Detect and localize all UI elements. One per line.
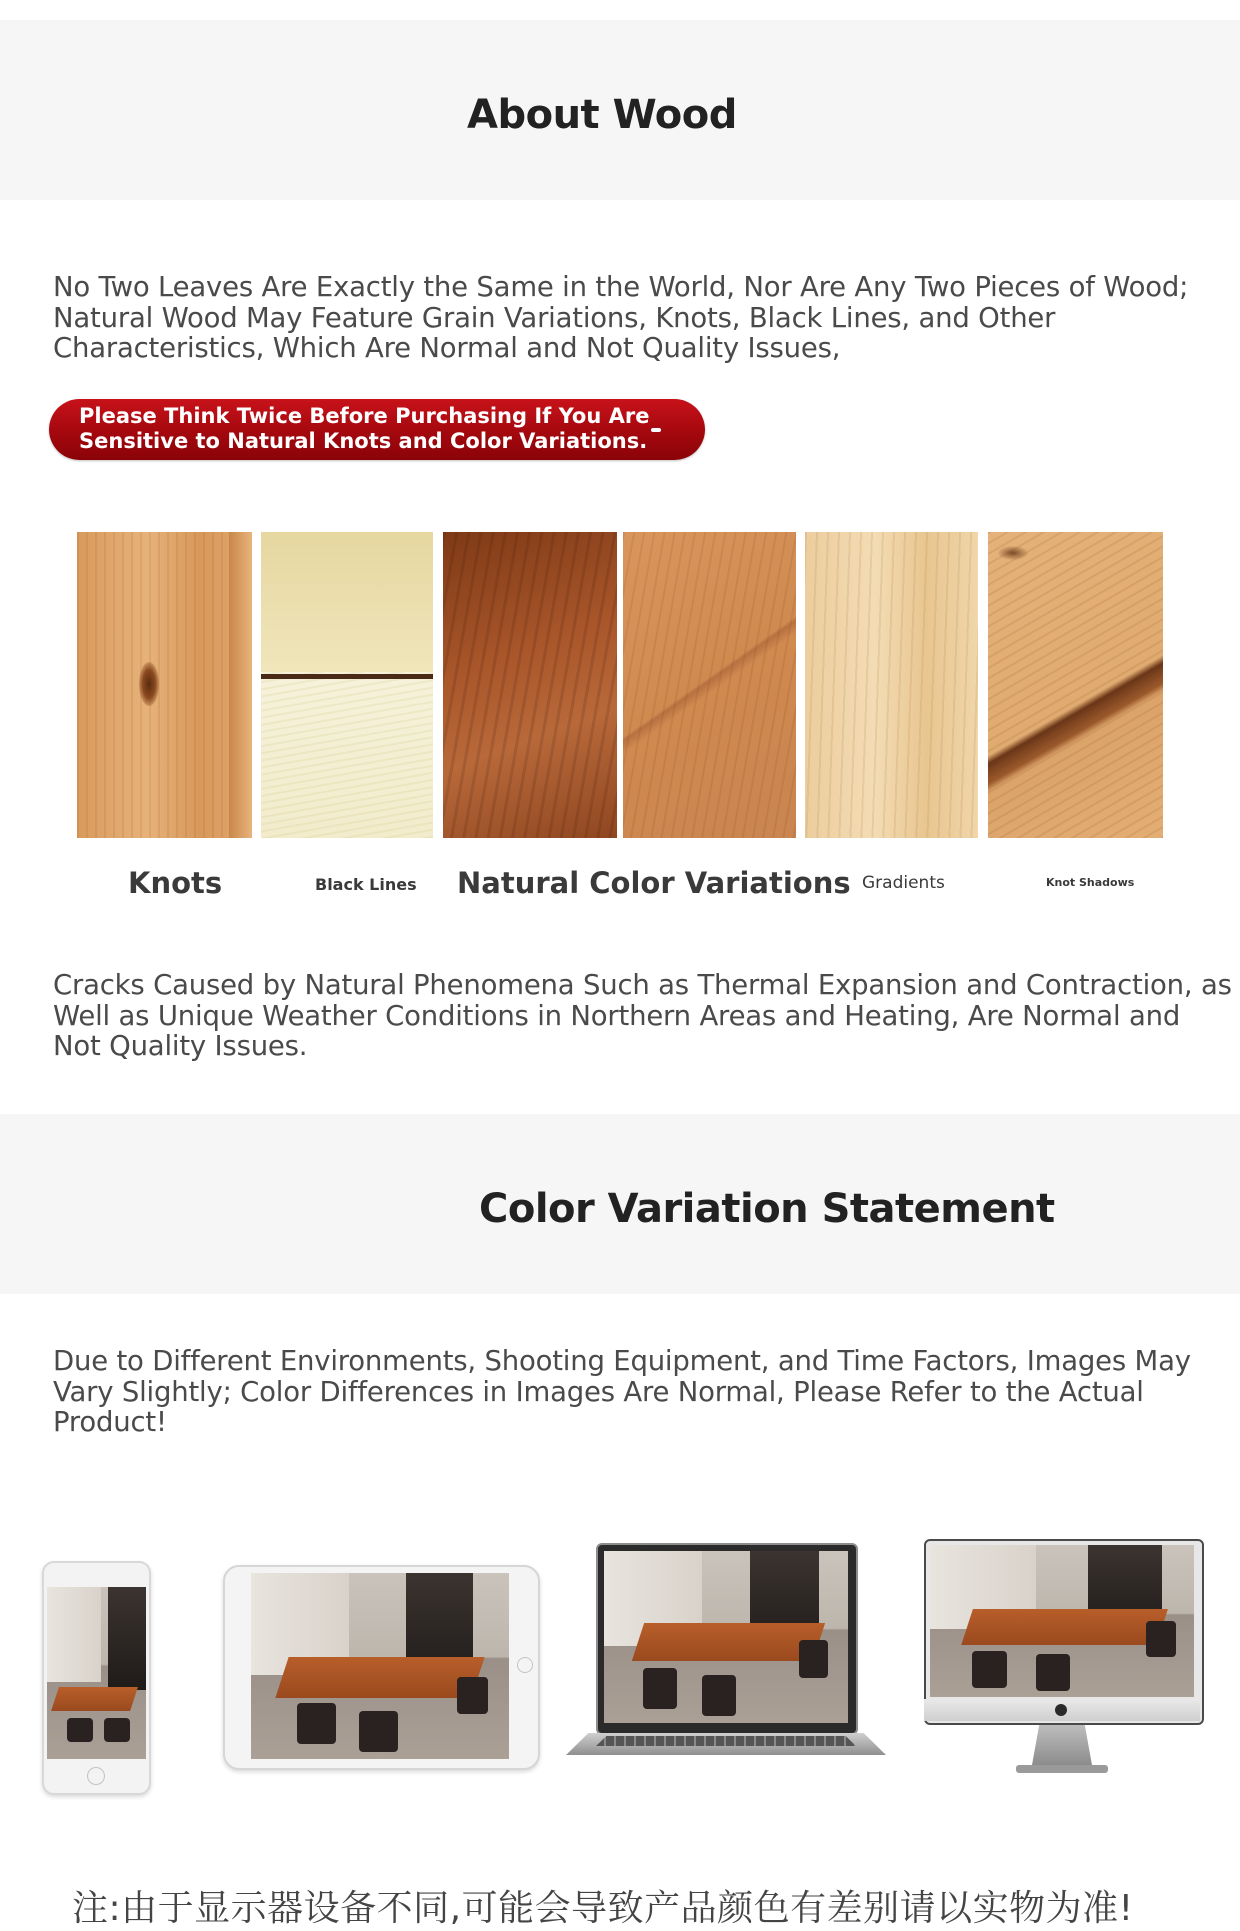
warning-line-1: Please Think Twice Before Purchasing If You Are: [79, 404, 650, 428]
chair: [643, 1668, 677, 1709]
chair: [702, 1675, 736, 1716]
label-black-lines: Black Lines: [315, 875, 417, 894]
chair: [799, 1640, 828, 1678]
warning-line-2: Sensitive to Natural Knots and Color Variations.: [79, 429, 648, 453]
wood-intro-text: No Two Leaves Are Exactly the Same in the World, Nor Are Any Two Pieces of Wood; Natural Wood May Feature Grain Variations, Knots, Black Lines, and Other Characteristics, Which Are Normal and Not Quality Issues,: [53, 271, 1189, 364]
warning-text: [79, 404, 649, 454]
label-natural-color: Natural Color Variations: [457, 866, 851, 900]
home-button: [517, 1657, 533, 1673]
knot-shadow-mark: [998, 546, 1028, 560]
monitor-foot: [1016, 1765, 1108, 1773]
warning-dot: [651, 428, 661, 432]
monitor-stand: [1032, 1725, 1092, 1765]
dining-room-scene: [251, 1573, 509, 1759]
color-footnote: 注:由于显示器设备不同,可能会导致产品颜色有差别请以实物为准!: [72, 1888, 1134, 1929]
table: [51, 1687, 138, 1711]
color-statement-text: Due to Different Environments, Shooting Equipment, and Time Factors, Images May Vary Slightly; Color Differences in Images Are Normal, Please Refer to the Actual Product!: [53, 1345, 1191, 1438]
wood-sample-knots: [77, 532, 252, 838]
about-wood-title: About Wood: [467, 92, 737, 138]
laptop-keyboard: [596, 1736, 856, 1746]
home-button: [87, 1767, 105, 1785]
monitor-icon: [924, 1539, 1200, 1784]
black-line-mark: [261, 674, 433, 679]
cracks-text: Cracks Caused by Natural Phenomena Such as Thermal Expansion and Contraction, as Well as Unique Weather Conditions in Northern Areas and Heating, Are Normal and Not Quality Issues.: [53, 969, 1232, 1062]
chair: [1036, 1654, 1070, 1690]
chair: [359, 1711, 398, 1752]
chair: [1146, 1621, 1175, 1657]
dining-room-scene: [47, 1587, 146, 1759]
wood-samples-image: [77, 532, 1163, 838]
chair: [297, 1703, 336, 1744]
wood-edge: [229, 532, 252, 838]
wood-top-face: [261, 532, 433, 672]
tablet-icon: [223, 1565, 540, 1770]
wood-sample-dark: [443, 532, 617, 838]
label-knots: Knots: [128, 866, 223, 900]
dining-room-scene: [604, 1551, 848, 1723]
wood-sample-color-variation: [623, 532, 796, 838]
laptop-icon: [566, 1543, 886, 1788]
chair: [457, 1677, 488, 1714]
window: [47, 1587, 101, 1682]
shelf: [108, 1587, 146, 1690]
chair: [104, 1718, 130, 1742]
table: [961, 1609, 1168, 1645]
table: [632, 1623, 825, 1661]
wood-sample-knot-shadows: [988, 532, 1163, 838]
color-statement-title: Color Variation Statement: [479, 1186, 1055, 1232]
label-gradients: Gradients: [862, 873, 945, 893]
purchase-warning-banner: [49, 399, 705, 460]
knot-mark: [139, 662, 159, 706]
phone-icon: [42, 1561, 151, 1795]
label-knot-shadows: Knot Shadows: [1046, 876, 1135, 889]
apple-logo-icon: [1055, 1704, 1067, 1716]
wood-sample-gradients: [805, 532, 978, 838]
dining-room-scene: [930, 1545, 1194, 1697]
wood-sample-black-lines: [261, 532, 433, 838]
chair: [67, 1718, 93, 1742]
chair: [972, 1651, 1006, 1687]
table: [275, 1657, 484, 1698]
